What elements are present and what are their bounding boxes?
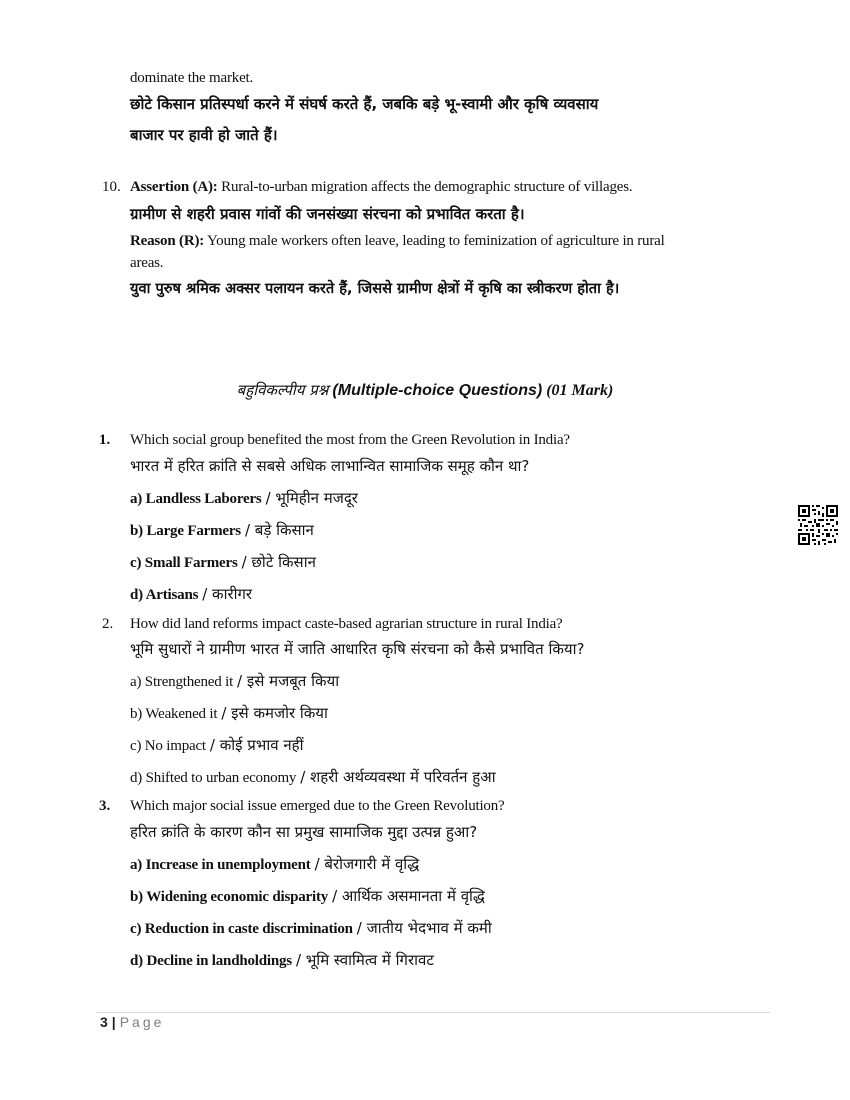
q1-text: Which social group benefited the most from the Green Revolution in India?: [130, 432, 570, 448]
section-heading-hindi: बहुविकल्पीय प्रश्न: [236, 381, 329, 399]
footer-separator: |: [111, 1014, 116, 1030]
option-hindi: / कारीगर: [202, 585, 253, 603]
top-english-tail: dominate the market.: [130, 70, 254, 86]
option-hindi: / छोटे किसान: [241, 553, 316, 571]
q1-option-c: [130, 551, 316, 573]
option-hindi: / बेरोजगारी में वृद्धि: [314, 855, 420, 873]
q2-option-c: [130, 734, 304, 756]
q10-number: 10.: [102, 179, 121, 195]
qr-code-icon: [798, 505, 838, 545]
option-label: b) Weakened it: [130, 706, 218, 722]
assertion-text: Rural-to-urban migration affects the demographic structure of villages.: [221, 179, 633, 195]
q2-number: 2.: [102, 616, 114, 632]
footer-divider: [96, 1012, 770, 1013]
option-hindi: / शहरी अर्थव्यवस्था में परिवर्तन हुआ: [300, 768, 496, 786]
option-hindi: / भूमि स्वामित्व में गिरावट: [295, 951, 434, 969]
option-hindi: / भूमिहीन मजदूर: [265, 489, 358, 507]
q10-reason: [130, 231, 665, 251]
option-hindi: / कोई प्रभाव नहीं: [209, 736, 304, 754]
section-heading-marks: (01 Mark): [546, 382, 614, 399]
top-hindi-line-2: बाजार पर हावी हो जाते हैं।: [130, 126, 278, 144]
q3-text: Which major social issue emerged due to the Green Revolution?: [130, 798, 505, 814]
q1-number: 1.: [99, 432, 111, 448]
option-label: c) Small Farmers: [130, 555, 238, 571]
section-heading: [0, 380, 850, 400]
option-label: d) Shifted to urban economy: [130, 770, 297, 786]
option-label: a) Landless Laborers: [130, 491, 262, 507]
q3-option-a: [130, 853, 419, 875]
q1-option-a: [130, 487, 358, 509]
option-hindi: / इसे कमजोर किया: [221, 704, 328, 722]
q2-option-d: [130, 766, 496, 788]
assertion-label: Assertion (A):: [130, 179, 218, 195]
option-hindi: / जातीय भेदभाव में कमी: [356, 919, 492, 937]
section-heading-english: (Multiple-choice Questions): [332, 382, 543, 399]
option-hindi: / आर्थिक असमानता में वृद्धि: [332, 887, 485, 905]
reason-text-line-1: Young male workers often leave, leading to feminization of agriculture in rural: [207, 233, 665, 249]
q2-text: How did land reforms impact caste-based agrarian structure in rural India?: [130, 616, 563, 632]
q1-hindi: भारत में हरित क्रांति से सबसे अधिक लाभान्वित सामाजिक समूह कौन था?: [130, 457, 530, 475]
top-hindi-line-1: छोटे किसान प्रतिस्पर्धा करने में संघर्ष करते हैं, जबकि बड़े भू-स्वामी और कृषि व्यवसाय: [130, 95, 599, 113]
option-label: d) Decline in landholdings: [130, 953, 292, 969]
q3-option-d: [130, 949, 434, 971]
option-label: c) No impact: [130, 738, 206, 754]
reason-hindi: युवा पुरुष श्रमिक अक्सर पलायन करते हैं, जिससे ग्रामीण क्षेत्रों में कृषि का स्त्रीकरण होता है।: [130, 280, 620, 297]
assertion-hindi: ग्रामीण से शहरी प्रवास गांवों की जनसंख्या संरचना को प्रभावित करता है।: [130, 205, 525, 223]
q3-hindi: हरित क्रांति के कारण कौन सा प्रमुख सामाजिक मुद्दा उत्पन्न हुआ?: [130, 823, 478, 841]
reason-label: Reason (R):: [130, 233, 205, 249]
q3-option-c: [130, 917, 492, 939]
option-label: c) Reduction in caste discrimination: [130, 921, 353, 937]
reason-text-line-2: areas.: [130, 255, 164, 271]
option-label: a) Strengthened it: [130, 674, 234, 690]
option-hindi: / बड़े किसान: [244, 521, 314, 539]
q1-option-d: [130, 583, 252, 605]
option-hindi: / इसे मजबूत किया: [237, 672, 340, 690]
q10-assertion: [130, 177, 632, 197]
page-footer: [100, 1014, 164, 1030]
option-label: b) Large Farmers: [130, 523, 241, 539]
q3-number: 3.: [99, 798, 111, 814]
option-label: d) Artisans: [130, 587, 199, 603]
option-label: a) Increase in unemployment: [130, 857, 311, 873]
q3-option-b: [130, 885, 485, 907]
page-number: 3: [100, 1014, 108, 1030]
q2-hindi: भूमि सुधारों ने ग्रामीण भारत में जाति आधारित कृषि संरचना को कैसे प्रभावित किया?: [130, 640, 585, 658]
q2-option-b: [130, 702, 328, 724]
q1-option-b: [130, 519, 314, 541]
option-label: b) Widening economic disparity: [130, 889, 329, 905]
page-label: Page: [119, 1014, 165, 1030]
q2-option-a: [130, 670, 339, 692]
